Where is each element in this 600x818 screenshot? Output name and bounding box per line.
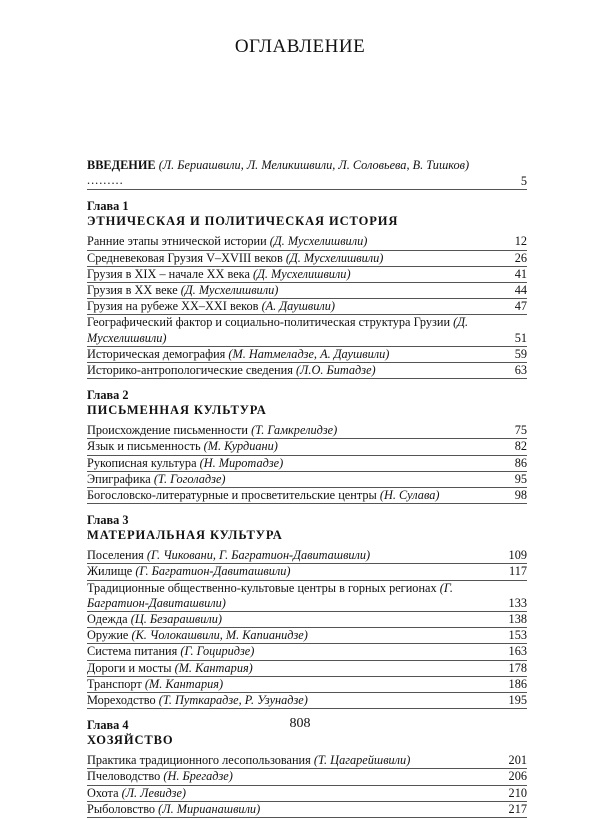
entry-author: (Д. Мусхелишвили) <box>87 315 469 345</box>
toc-entry[interactable] <box>87 802 527 818</box>
entry-page: 86 <box>514 455 527 470</box>
entry-page: 109 <box>508 548 527 563</box>
toc-entry[interactable] <box>87 548 527 564</box>
entry-page: 63 <box>514 363 527 378</box>
entry-title: Транспорт <box>87 676 145 691</box>
chapter-3 <box>87 513 527 709</box>
toc-entry[interactable] <box>87 488 527 504</box>
entry-author: (К. Чолокашвили, М. Капианидзе) <box>131 628 308 643</box>
entry-author: (М. Кантария) <box>174 660 253 675</box>
entry-title: Географический фактор и социально-политическая структура Грузии <box>87 315 454 330</box>
entry-title: Пчеловодство <box>87 769 164 784</box>
chapter-entries <box>87 234 527 379</box>
entry-title: Грузия на рубеже XX–XXI веков <box>87 299 262 314</box>
entry-page: 201 <box>508 753 527 768</box>
toc-entry[interactable] <box>87 267 527 283</box>
entry-page: 163 <box>508 644 527 659</box>
chapter-label: Глава 3 <box>87 513 129 528</box>
intro-leader-dots: ......... <box>87 173 124 188</box>
toc-entry[interactable] <box>87 693 527 709</box>
entry-author: (Т. Цагарейшвили) <box>313 753 411 768</box>
entry-page: 82 <box>514 439 527 454</box>
entry-author: (Г. Чиковани, Г. Багратион-Давиташвили) <box>146 548 371 563</box>
chapter-title: ЭТНИЧЕСКАЯ И ПОЛИТИЧЕСКАЯ ИСТОРИЯ <box>87 214 399 229</box>
entry-page: 44 <box>514 283 527 298</box>
chapter-label: Глава 2 <box>87 388 129 403</box>
entry-page: 47 <box>514 299 527 314</box>
entry-page: 51 <box>514 330 527 345</box>
entry-title: Практика традиционного лесопользования <box>87 753 314 768</box>
toc-entry[interactable] <box>87 283 527 299</box>
chapter-label: Глава 4 <box>87 718 129 733</box>
entry-author: (Г. Багратион-Давиташвили) <box>87 580 453 610</box>
entry-author: (М. Кантария) <box>144 676 224 691</box>
entry-title: Рыболовство <box>87 801 159 816</box>
entry-author: (Н. Сулава) <box>379 488 440 503</box>
toc-entry-introduction[interactable] <box>87 158 527 190</box>
page-title: ОГЛАВЛЕНИЕ <box>234 36 366 57</box>
entry-title: Оружие <box>87 628 132 643</box>
intro-authors: (Л. Бериашвили, Л. Меликишвили, Л. Соловьева, В. Тишков) <box>158 158 470 172</box>
entry-title: Традиционные общественно-культовые центры в горных регионах <box>87 580 440 595</box>
chapter-label: Глава 1 <box>87 199 129 214</box>
toc-entry[interactable] <box>87 439 527 455</box>
entry-title: Происхождение письменности <box>87 423 252 438</box>
entry-page: 210 <box>508 785 527 800</box>
chapter-4 <box>87 718 527 818</box>
entry-author: (Г. Багратион-Давиташвили) <box>135 564 291 579</box>
entry-author: (Д. Мусхелишвили) <box>285 250 384 265</box>
entry-title: Эпиграфика <box>87 471 154 486</box>
entry-author: (Н. Брегадзе) <box>163 769 233 784</box>
entry-author: (М. Курдиани) <box>203 439 278 454</box>
toc-entry[interactable] <box>87 628 527 644</box>
toc-entry[interactable] <box>87 612 527 628</box>
entry-author: (Д. Мусхелишвили) <box>269 234 368 249</box>
chapter-title: МАТЕРИАЛЬНАЯ КУЛЬТУРА <box>87 528 283 543</box>
entry-title: Система питания <box>87 644 181 659</box>
toc-entry[interactable] <box>87 644 527 660</box>
entry-page: 195 <box>508 693 527 708</box>
entry-author: (Д. Мусхелишвили) <box>252 266 351 281</box>
toc-entry[interactable] <box>87 423 527 439</box>
entry-author: (А. Даушвили) <box>261 299 335 314</box>
toc-entry[interactable] <box>87 251 527 267</box>
entry-author: (М. Натмеладзе, А. Даушвили) <box>228 346 390 361</box>
entry-page: 138 <box>508 612 527 627</box>
toc-entry[interactable] <box>87 564 527 580</box>
entry-title: Историческая демография <box>87 346 229 361</box>
chapter-title: ПИСЬМЕННАЯ КУЛЬТУРА <box>87 403 267 418</box>
chapter-entries <box>87 423 527 504</box>
entry-title: Дороги и мосты <box>87 660 175 675</box>
entry-title: Жилище <box>87 564 136 579</box>
entry-page: 206 <box>508 769 527 784</box>
entry-author: (Т. Путкарадзе, Р. Узунадзе) <box>158 693 308 708</box>
intro-page: 5 <box>520 174 527 189</box>
entry-author: (Д. Мусхелишвили) <box>180 283 279 298</box>
chapter-title: ХОЗЯЙСТВО <box>87 733 174 748</box>
entry-author: (Л. Левидзе) <box>121 785 187 800</box>
toc-entry[interactable] <box>87 661 527 677</box>
toc-entry[interactable] <box>87 581 527 612</box>
page-number: 808 <box>289 716 311 731</box>
entry-page: 26 <box>514 250 527 265</box>
entry-title: Одежда <box>87 612 131 627</box>
toc-entry[interactable] <box>87 769 527 785</box>
intro-label: ВВЕДЕНИЕ <box>87 158 156 172</box>
toc-entry[interactable] <box>87 299 527 315</box>
entry-author: (Л. Мирианашвили) <box>158 801 261 816</box>
toc-entry[interactable] <box>87 363 527 379</box>
entry-page: 217 <box>508 801 527 816</box>
entry-page: 133 <box>508 595 527 610</box>
entry-page: 95 <box>514 471 527 486</box>
entry-title: Ранние этапы этнической истории <box>87 234 270 249</box>
entry-title: Охота <box>87 785 122 800</box>
entry-title: Богословско-литературные и просветительские центры <box>87 488 380 503</box>
entry-title: Историко-антропологические сведения <box>87 363 296 378</box>
toc-entry[interactable] <box>87 472 527 488</box>
entry-page: 117 <box>509 564 527 579</box>
entry-page: 98 <box>514 488 527 503</box>
entry-page: 59 <box>514 346 527 361</box>
entry-author: (Л.О. Битадзе) <box>295 363 376 378</box>
entry-title: Поселения <box>87 548 147 563</box>
chapter-entries <box>87 548 527 709</box>
entry-title: Рукописная культура <box>87 455 200 470</box>
entry-page: 75 <box>514 423 527 438</box>
toc-entry[interactable] <box>87 753 527 769</box>
entry-author: (Н. Миротадзе) <box>199 455 284 470</box>
toc-entry[interactable] <box>87 677 527 693</box>
entry-page: 153 <box>508 628 527 643</box>
entry-page: 12 <box>514 234 527 249</box>
entry-title: Грузия в XIX – начале XX века <box>87 266 253 281</box>
entry-title: Средневековая Грузия V–XVIII веков <box>87 250 286 265</box>
entry-title: Мореходство <box>87 693 159 708</box>
chapter-1 <box>87 199 527 379</box>
entry-author: (Г. Гоциридзе) <box>180 644 255 659</box>
chapter-entries <box>87 753 527 818</box>
toc-entry[interactable] <box>87 234 527 250</box>
chapter-2 <box>87 388 527 504</box>
toc-entry[interactable] <box>87 786 527 802</box>
entry-author: (Т. Гоголадзе) <box>153 471 226 486</box>
entry-page: 186 <box>508 676 527 691</box>
entry-title: Грузия в XX веке <box>87 283 181 298</box>
entry-author: (Т. Гамкрелидзе) <box>251 423 338 438</box>
entry-page: 41 <box>514 266 527 281</box>
entry-page: 178 <box>508 660 527 675</box>
toc-entry[interactable] <box>87 347 527 363</box>
entry-author: (Ц. Безарашвили) <box>130 612 223 627</box>
toc-entry[interactable] <box>87 456 527 472</box>
entry-title: Язык и письменность <box>87 439 204 454</box>
toc-entry[interactable] <box>87 315 527 346</box>
